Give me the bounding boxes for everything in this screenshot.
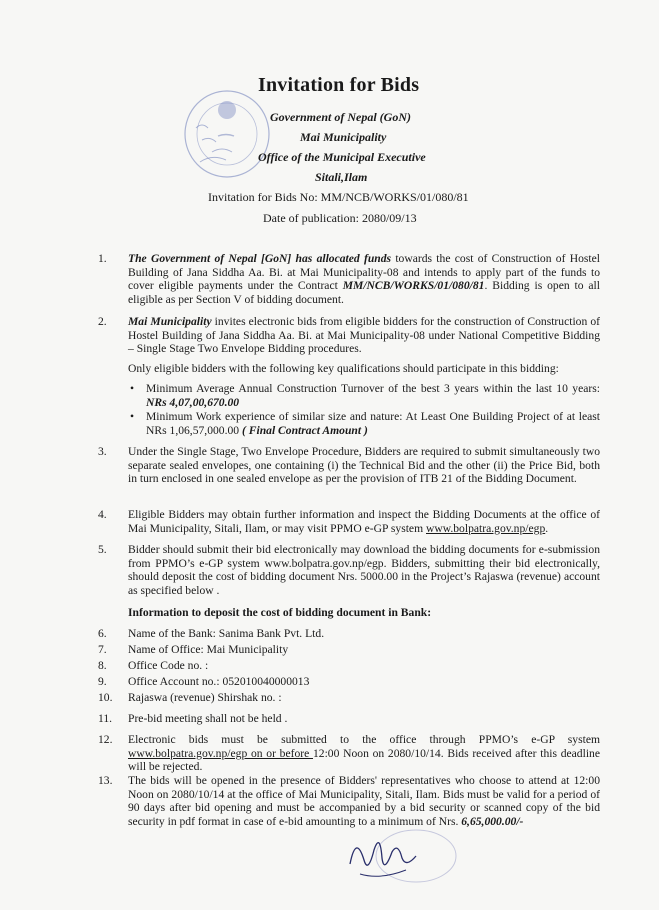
document-title: Invitation for Bids: [258, 74, 420, 96]
header-government: Government of Nepal (GoN): [270, 110, 411, 124]
clause-number: 8.: [98, 659, 107, 672]
clause-lead: The Government of Nepal [GoN] has allocated funds: [128, 252, 392, 265]
header-location: Sitali,Ilam: [315, 170, 368, 184]
revenue-heading-no: Rajaswa (revenue) Shirshak no. :: [128, 691, 282, 704]
clause-3: [100, 445, 600, 486]
clause-number: 9.: [98, 675, 107, 688]
clause-10: [100, 691, 600, 705]
bullet-text: Minimum Average Annual Construction Turnover of the best 3 years within the last 10 years:: [146, 382, 600, 395]
signature-stamp: [338, 824, 458, 894]
header-municipality: Mai Municipality: [300, 130, 387, 144]
contract-reference: MM/NCB/WORKS/01/080/81: [342, 279, 485, 293]
clause-number: 13.: [98, 774, 113, 787]
clause-text: . Bidding is open to all eligible as per Section V of bidding document.: [128, 279, 600, 306]
clause-text: invites electronic bids from eligible bidders for the construction of Construction of Hostel Building of Jana Siddha Aa. Bi. at Mai Municipality-08 under National Competitive Bidding – Single Stage Two Envelope Bidding procedures.: [128, 315, 600, 356]
clause-text: The bids will be opened in the presence of Bidders' representatives who choose to attend at 12:00 Noon on 2080/10/14 at the office of Mai Municipality, Sitali, Ilam. Bids must be valid for a period of 90 days after bid opening and must be accompanied by a bid security or scanned copy of the bid security in pdf format in case of e-bid amounting to a minimum of Nrs.: [128, 774, 600, 828]
ifb-number: Invitation for Bids No: MM/NCB/WORKS/01/080/81: [208, 190, 469, 204]
clause-lead: Mai Municipality: [128, 315, 212, 328]
bullet-text: Minimum Work experience of similar size and nature: At Least One Building Project of at least NRs 1,06,57,000.00: [146, 410, 600, 437]
clause-number: 2.: [98, 315, 107, 328]
office-code: Office Code no. :: [128, 659, 209, 672]
clause-5: [100, 543, 600, 597]
clause-number: 5.: [98, 543, 107, 556]
clause-number: 4.: [98, 508, 107, 521]
bid-security-amount: 6,65,000.00/-: [461, 814, 524, 828]
header-office: Office of the Municipal Executive: [258, 150, 426, 164]
clause-text: Eligible Bidders may obtain further information and inspect the Bidding Documents at the office of Mai Municipality, Sitali, Ilam, or may visit PPMO e-GP system: [128, 508, 600, 535]
contract-amount-note: ( Final Contract Amount ): [241, 423, 368, 437]
clause-1: [100, 252, 600, 306]
qualification-turnover: [128, 382, 600, 409]
office-name: Name of Office: Mai Municipality: [128, 643, 289, 656]
clause-text: Under the Single Stage, Two Envelope Procedure, Bidders are required to submit simultaneously two separate sealed envelopes, one containing (i) the Technical Bid and the other (ii) the Price Bid, both in turn enclosed in one sealed envelope as per the provision of ITB 21 of the Bidding Document.: [128, 445, 600, 486]
clause-number: 12.: [98, 733, 113, 746]
bullet-icon: •: [130, 382, 135, 395]
clause-text: 12:00 Noon on 2080/10/14. Bids received after this deadline will be rejected.: [128, 746, 600, 774]
clause-text: Electronic bids must be submitted to the office through PPMO’s e-GP system: [128, 733, 600, 746]
clause-13: [100, 774, 600, 828]
qualification-experience: [128, 410, 600, 437]
office-seal-stamp: [182, 88, 272, 180]
clause-4: [100, 508, 600, 535]
egp-link[interactable]: www.bolpatra.gov.np/egp: [426, 521, 546, 535]
clause-text: Bidder should submit their bid electronically may download the bidding documents for e-submission from PPMO’s e-GP system www.bolpatra.gov.np/egp. Bidders, submitting their bid electronically, should deposit the cost of bidding document Nrs. 5000.00 in the Project’s Rajaswa (revenue) account as specified below .: [128, 543, 600, 597]
clause-text: Pre-bid meeting shall not be held .: [128, 712, 288, 725]
bullet-icon: •: [130, 410, 135, 423]
publication-date: Date of publication: 2080/09/13: [263, 211, 417, 225]
bank-name: Name of the Bank: Sanima Bank Pvt. Ltd.: [128, 627, 325, 640]
clause-number: 7.: [98, 643, 107, 656]
clause-number: 6.: [98, 627, 107, 640]
clause-6: [100, 627, 600, 641]
clause-12: [100, 733, 600, 774]
clause-9: [100, 675, 600, 689]
egp-link[interactable]: www.bolpatra.gov.np/egp on or before: [128, 746, 313, 760]
clause-7: [100, 643, 600, 657]
clause-11: [100, 712, 600, 726]
clause-number: 11.: [98, 712, 113, 725]
bank-info-heading: Information to deposit the cost of bidding document in Bank:: [128, 606, 432, 619]
clause-number: 3.: [98, 445, 107, 458]
office-account: Office Account no.: 052010040000013: [128, 675, 310, 688]
clause-number: 1.: [98, 252, 107, 265]
clause-text: .: [545, 521, 549, 535]
clause-2: [100, 315, 600, 375]
clause-text: towards the cost of Construction of Hostel Building of Jana Siddha Aa. Bi. at Mai Municipality-08 and intends to apply part of the funds to cover eligible payments under the Contract: [128, 252, 600, 293]
clause-number: 10.: [98, 691, 113, 704]
clause-8: [100, 659, 600, 673]
turnover-amount: NRs 4,07,00,670.00: [146, 395, 240, 409]
qualification-intro: Only eligible bidders with the following key qualifications should participate in this bidding:: [128, 361, 559, 375]
